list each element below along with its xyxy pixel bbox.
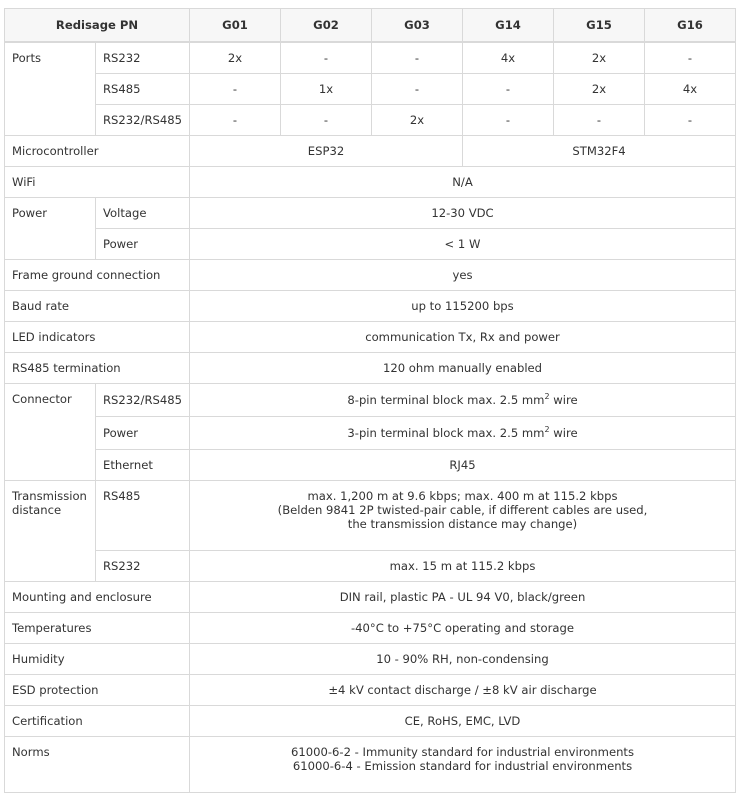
certification-label: Certification (5, 706, 190, 737)
connector-rs-value (190, 384, 736, 417)
spec-table-container (4, 8, 736, 793)
table-row (5, 136, 736, 167)
connector-rs-text: 8-pin terminal block max. 2.5 mm (347, 393, 545, 407)
ports-cell: 2x (372, 105, 463, 136)
transmission-label-line1: Transmission (12, 489, 87, 503)
header-model-g14: G14 (463, 9, 554, 43)
ports-cell: - (554, 105, 645, 136)
table-row (5, 450, 736, 481)
power-voltage-value: 12-30 VDC (190, 198, 736, 229)
mounting-value: DIN rail, plastic PA - UL 94 V0, black/green (190, 582, 736, 613)
table-row (5, 291, 736, 322)
baud-rate-value: up to 115200 bps (190, 291, 736, 322)
table-row (5, 198, 736, 229)
table-row (5, 582, 736, 613)
connector-power-label: Power (96, 417, 190, 450)
transmission-rs485-line3: the transmission distance may change) (347, 517, 578, 531)
transmission-rs485-value (190, 481, 736, 551)
ports-cell: - (372, 42, 463, 74)
table-row (5, 551, 736, 582)
power-power-value: < 1 W (190, 229, 736, 260)
ports-sub-label: RS485 (96, 74, 190, 105)
transmission-rs485-label: RS485 (96, 481, 190, 551)
power-power-label: Power (96, 229, 190, 260)
table-row (5, 105, 736, 136)
ports-cell: - (281, 42, 372, 74)
ports-cell: - (645, 105, 736, 136)
temperatures-label: Temperatures (5, 613, 190, 644)
led-value: communication Tx, Rx and power (190, 322, 736, 353)
temperatures-value: -40°C to +75°C operating and storage (190, 613, 736, 644)
wifi-value: N/A (190, 167, 736, 198)
transmission-rs485-line2: (Belden 9841 2P twisted-pair cable, if different cables are used, (277, 503, 648, 517)
ports-cell: - (463, 74, 554, 105)
header-model-g03: G03 (372, 9, 463, 43)
ports-cell: 4x (463, 42, 554, 74)
table-row (5, 353, 736, 384)
ports-cell: - (281, 105, 372, 136)
norms-line2: 61000-6-4 - Emission standard for industrial environments (292, 759, 633, 773)
transmission-label-line2: distance (12, 503, 62, 517)
termination-value: 120 ohm manually enabled (190, 353, 736, 384)
header-row (5, 9, 736, 43)
table-row (5, 384, 736, 417)
esd-value: ±4 kV contact discharge / ±8 kV air discharge (190, 675, 736, 706)
connector-ethernet-label: Ethernet (96, 450, 190, 481)
ports-cell: - (463, 105, 554, 136)
ports-cell: 4x (645, 74, 736, 105)
mounting-label: Mounting and enclosure (5, 582, 190, 613)
frame-ground-label: Frame ground connection (5, 260, 190, 291)
norms-line1: 61000-6-2 - Immunity standard for industrial environments (290, 745, 635, 759)
header-model-g15: G15 (554, 9, 645, 43)
connector-rs-label: RS232/RS485 (96, 384, 190, 417)
table-row (5, 481, 736, 551)
superscript-2: 2 (544, 392, 550, 402)
ports-cell: 1x (281, 74, 372, 105)
ports-cell: 2x (554, 74, 645, 105)
table-row (5, 74, 736, 105)
ports-sub-label: RS232/RS485 (96, 105, 190, 136)
header-model-g02: G02 (281, 9, 372, 43)
connector-label: Connector (5, 384, 96, 481)
table-row (5, 229, 736, 260)
table-row (5, 737, 736, 793)
certification-value: CE, RoHS, EMC, LVD (190, 706, 736, 737)
ports-cell: 2x (190, 42, 281, 74)
frame-ground-value: yes (190, 260, 736, 291)
ports-label: Ports (5, 42, 96, 136)
microcontroller-label: Microcontroller (5, 136, 190, 167)
norms-value (190, 737, 736, 793)
header-pn-label: Redisage PN (5, 9, 190, 43)
transmission-rs232-value: max. 15 m at 115.2 kbps (190, 551, 736, 582)
transmission-rs232-label: RS232 (96, 551, 190, 582)
transmission-label (5, 481, 96, 582)
ports-cell: 2x (554, 42, 645, 74)
ports-cell: - (645, 42, 736, 74)
table-row (5, 417, 736, 450)
transmission-rs485-line1: max. 1,200 m at 9.6 kbps; max. 400 m at 115.2 kbps (307, 489, 618, 503)
humidity-label: Humidity (5, 644, 190, 675)
connector-power-value (190, 417, 736, 450)
connector-power-text: 3-pin terminal block max. 2.5 mm (347, 426, 545, 440)
humidity-value: 10 - 90% RH, non-condensing (190, 644, 736, 675)
header-model-g16: G16 (645, 9, 736, 43)
ports-cell: - (372, 74, 463, 105)
table-row (5, 644, 736, 675)
table-row (5, 706, 736, 737)
wifi-label: WiFi (5, 167, 190, 198)
table-row (5, 260, 736, 291)
led-label: LED indicators (5, 322, 190, 353)
norms-label: Norms (5, 737, 190, 793)
connector-wire-text: wire (549, 426, 578, 440)
ports-cell: - (190, 105, 281, 136)
microcontroller-esp32: ESP32 (190, 136, 463, 167)
baud-rate-label: Baud rate (5, 291, 190, 322)
ports-sub-label: RS232 (96, 42, 190, 74)
table-row (5, 42, 736, 74)
connector-ethernet-value: RJ45 (190, 450, 736, 481)
power-label: Power (5, 198, 96, 260)
microcontroller-stm32: STM32F4 (463, 136, 736, 167)
termination-label: RS485 termination (5, 353, 190, 384)
power-voltage-label: Voltage (96, 198, 190, 229)
ports-cell: - (190, 74, 281, 105)
connector-wire-text: wire (549, 393, 578, 407)
table-row (5, 675, 736, 706)
header-model-g01: G01 (190, 9, 281, 43)
superscript-2: 2 (544, 425, 550, 435)
esd-label: ESD protection (5, 675, 190, 706)
spec-table (4, 8, 736, 793)
table-row (5, 322, 736, 353)
table-row (5, 613, 736, 644)
table-row (5, 167, 736, 198)
